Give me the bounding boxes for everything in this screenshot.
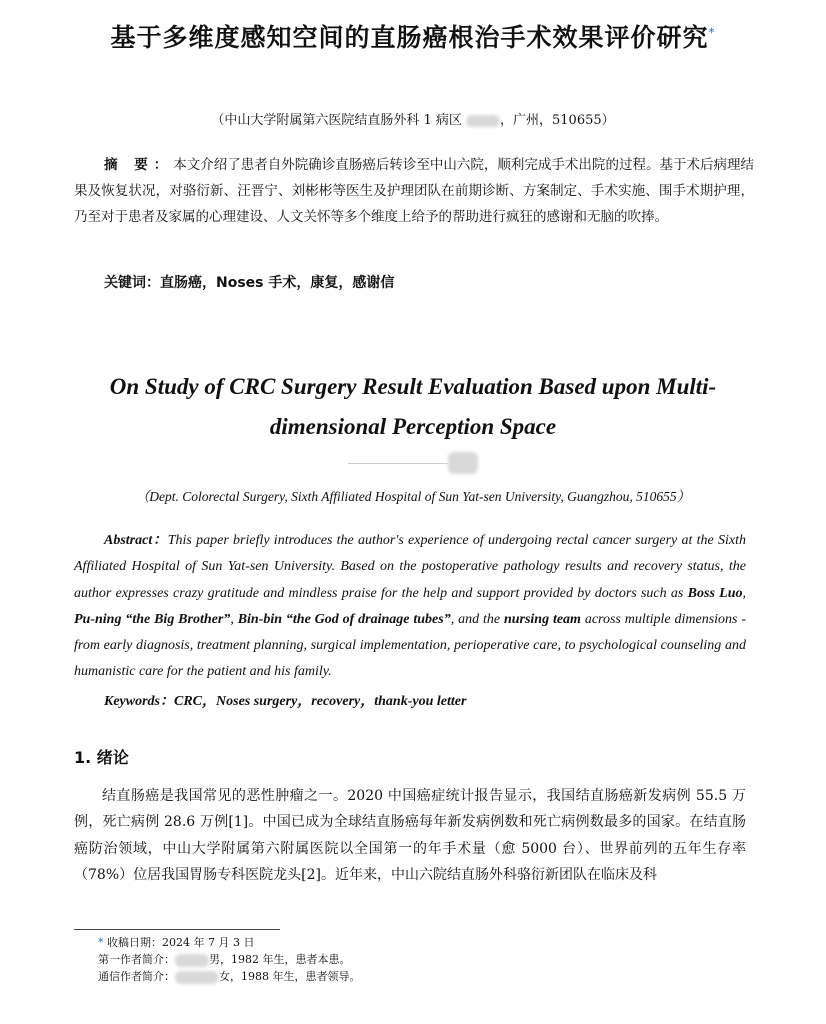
doctor-name: Boss Luo: [687, 585, 743, 601]
redacted-name: [466, 115, 500, 127]
keywords-cn: 关键词：直肠癌，Noses 手术，康复，感谢信: [104, 275, 395, 291]
footnote-divider: [74, 929, 280, 930]
redacted-name: [175, 971, 219, 984]
footnote-first-author: 第一作者简介： 男，1982 年生，患者本患。: [98, 953, 351, 966]
abstract-en: Abstract：This paper briefly introduces the author's experience of undergoing rectal cancer surgery at the Sixth Affiliated Hospital of Sun Yat-sen University. Based on the postoperative pathology results and recovery status, the author expresses crazy gratitude and mindless praise for the help and support provided by doctors such as Boss Luo, Pu-ning “the Big Brother”, Bin-bin “the God of drainage tubes”, and the nursing team across multiple dimensions - from early diagnosis, treatment planning, surgical implementation, perioperative care, to psychological counseling and humanistic care for the patient and his family.: [74, 533, 747, 680]
paper-title-en: On Study of CRC Surgery Result Evaluation Based upon Multi-dimensional Perception Space: [109, 374, 717, 439]
keywords-en: Keywords：CRC，Noses surgery，recovery，thank-you letter: [104, 694, 467, 709]
nursing-team: nursing team: [503, 611, 581, 627]
abstract-cn-label: 摘 要：: [104, 157, 174, 173]
abstract-cn: [74, 152, 754, 230]
abstract-en-label: Abstract：: [104, 533, 168, 548]
redacted-author: [448, 452, 478, 474]
footnote-mark: *: [708, 25, 716, 40]
affiliation-en: （Dept. Colorectal Surgery, Sixth Affiliated Hospital of Sun Yat-sen University, Guangzhou, 510655）: [135, 489, 691, 504]
affiliation-cn: （中山大学附属第六医院结直肠外科 1 病区 ，广州，510655）: [211, 113, 615, 128]
author-underline: [348, 463, 448, 464]
redacted-name: [175, 954, 209, 967]
body-paragraph: 结直肠癌是我国常见的恶性肿瘤之一。2020 中国癌症统计报告显示，我国结直肠癌新发病例 55.5 万例，死亡病例 28.6 万例[1]。中国已成为全球结直肠癌每年新发病例数和死亡病例数最多的国家。在结直肠癌防治领域，中山大学附属第六附属医院以全国第一的年手术量（愈 5000 台）、世界前列的五年生存率（78%）位居我国胃肠专科医院龙头[2]。近年来，中山六院结直肠外科骆衍新团队在临床及科: [74, 788, 746, 883]
doctor-name: Pu-ning “the Big Brother”: [74, 611, 231, 627]
footnote-corresponding-author: 通信作者简介： 女，1988 年生，患者领导。: [98, 970, 361, 983]
abstract-cn-text: 本文介绍了患者自外院确诊直肠癌后转诊至中山六院，顺利完成手术出院的过程。基于术后病理结果及恢复状况，对骆衍新、汪晋宁、刘彬彬等医生及护理团队在前期诊断、方案制定、手术实施、围手术期护理，乃至对于患者及家属的心理建设、人文关怀等多个维度上给予的帮助进行疯狂的感谢和无脑的吹捧。: [74, 157, 755, 225]
author-en-redacted: [0, 452, 826, 474]
paper-title-cn: 基于多维度感知空间的直肠癌根治手术效果评价研究*: [110, 23, 716, 52]
doctor-name: Bin-bin “the God of drainage tubes”: [237, 611, 451, 627]
footnote-received: * 收稿日期：2024 年 7 月 3 日: [98, 936, 255, 949]
section-heading-1: 1. 绪论: [74, 748, 129, 767]
